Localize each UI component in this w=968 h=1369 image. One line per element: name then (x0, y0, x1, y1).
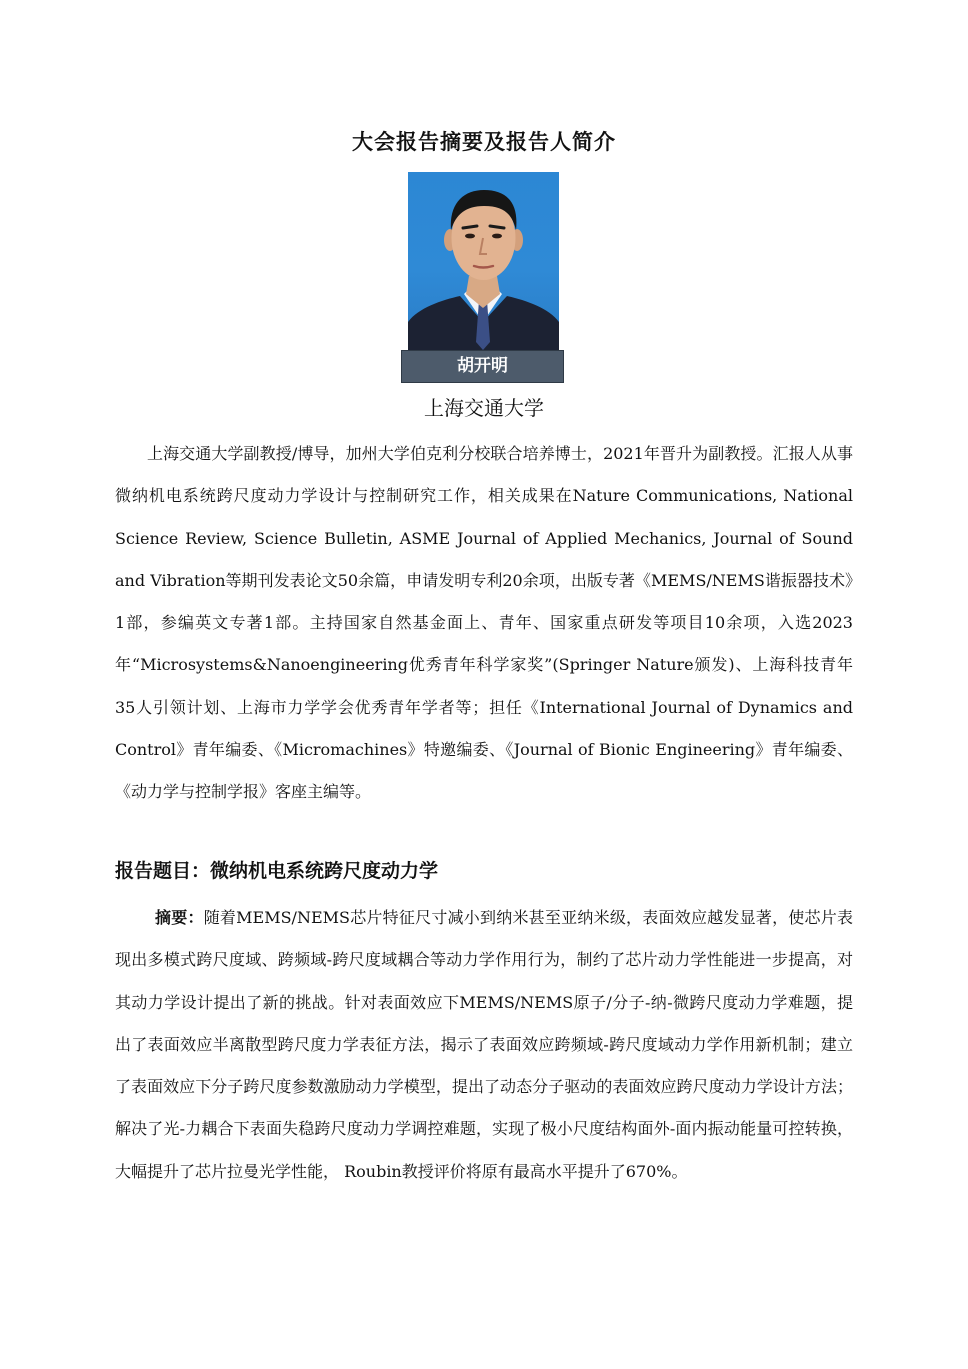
report-abstract (115, 897, 853, 1193)
speaker-affiliation: 上海交通大学 (424, 396, 544, 420)
page-title: 大会报告摘要及报告人简介 (352, 129, 616, 154)
abstract-text: 随着MEMS/NEMS芯片特征尺寸减小到纳米甚至亚纳米级，表面效应越发显著，使芯片表现出多模式跨尺度域、跨频域-跨尺度域耦合等动力学作用行为，制约了芯片动力学性能进一步提高，对其动力学设计提出了新的挑战。针对表面效应下MEMS/NEMS原子/分子-纳-微跨尺度动力学难题，提出了表面效应半离散型跨尺度力学表征方法，揭示了表面效应跨频域-跨尺度域动力学作用新机制；建立了表面效应下分子跨尺度参数激励动力学模型，提出了动态分子驱动的表面效应跨尺度动力学设计方法；解决了光-力耦合下表面失稳跨尺度动力学调控难题，实现了极小尺度结构面外-面内振动能量可控转换，大幅提升了芯片拉曼光学性能， Roubin教授评价将原有最高水平提升了670%。 (115, 908, 853, 1181)
speaker-bio: 上海交通大学副教授/博导，加州大学伯克利分校联合培养博士，2021年晋升为副教授。汇报人从事微纳机电系统跨尺度动力学设计与控制研究工作，相关成果在Nature Communications, National Science Review, Science Bulletin, ASME Journal of Applied Mechanics, Journal of Sound and Vibration等期刊发表论文50余篇，申请发明专利20余项，出版专著《MEMS/NEMS谐振器技术》1部，参编英文专著1部。主持国家自然基金面上、青年、国家重点研发等项目10余项，入选2023年“Microsystems&Nanoengineering优秀青年科学家奖”(Springer Nature颁发)、上海科技青年35人引领计划、上海市力学学会优秀青年学者等；担任《International Journal of Dynamics and Control》青年编委、《Micromachines》特邀编委、《Journal of Bionic Engineering》青年编委、《动力学与控制学报》客座主编等。 (115, 444, 853, 802)
speaker-name: 胡开明 (401, 350, 564, 383)
speaker-photo (408, 172, 559, 350)
report-title: 报告题目：微纳机电系统跨尺度动力学 (115, 860, 439, 882)
abstract-label: 摘要： (155, 908, 204, 927)
